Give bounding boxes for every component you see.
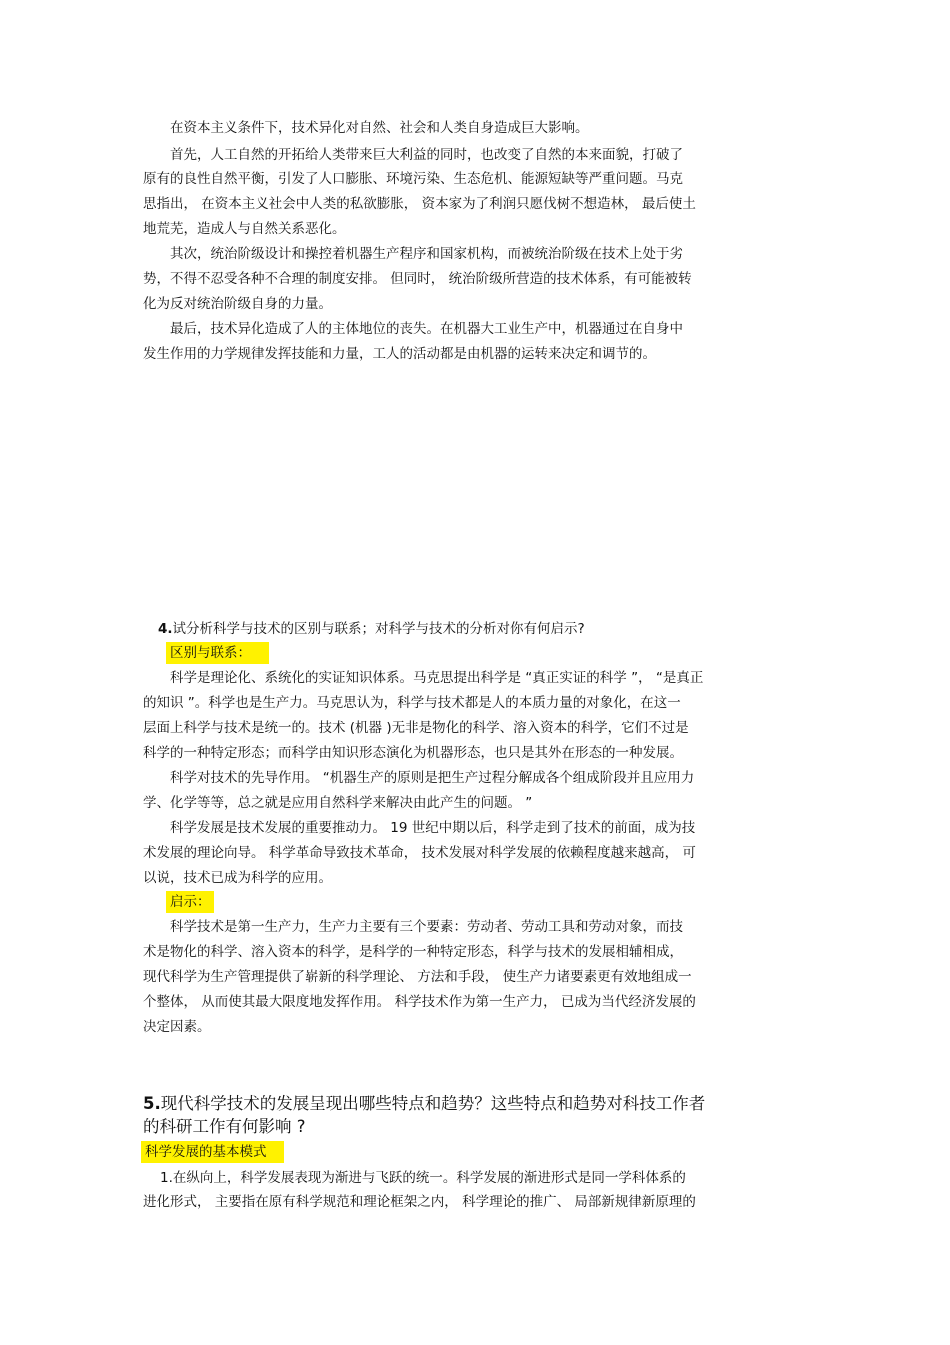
q4-para4-line-5: 决定因素。 <box>143 1019 211 1035</box>
q4-para2-line-2: 学、化学等等，总之就是应用自然科学来解决由此产生的问题。 ” <box>143 795 533 811</box>
q4-para4-line-1: 科学技术是第一生产力，生产力主要有三个要素：劳动者、劳动工具和劳动对象，而技 <box>170 919 683 935</box>
question-4-number: 4. <box>158 621 173 637</box>
q4-para4-line-4: 个整体， 从而使其最大限度地发挥作用。 科学技术作为第一生产力， 已成为当代经济发展的 <box>143 994 696 1010</box>
alienation-first-line-2: 原有的良性自然平衡，引发了人口膨胀、环境污染、生态危机、能源短缺等严重问题。马克 <box>143 171 683 187</box>
q4-para1-line-3: 层面上科学与技术是统一的。技术 (机器 )无非是物化的科学、溶入资本的科学，它们不过是 <box>143 720 689 736</box>
q5-para1-line-2: 进化形式， 主要指在原有科学规范和理论框架之内， 科学理论的推广、 局部新规律新原理的 <box>143 1194 696 1210</box>
label-insight: 启示： <box>166 891 214 913</box>
q5-para1-line-1: 1.在纵向上，科学发展表现为渐进与飞跃的统一。科学发展的渐进形式是同一学科体系的 <box>160 1170 686 1186</box>
alienation-second-line-3: 化为反对统治阶级自身的力量。 <box>143 296 332 312</box>
question-4-text: 试分析科学与技术的区别与联系；对科学与技术的分析对你有何启示? <box>172 621 585 637</box>
question-4-heading <box>158 620 585 638</box>
q4-para4-line-2: 术是物化的科学、溶入资本的科学，是科学的一种特定形态，科学与技术的发展相辅相成， <box>143 944 683 960</box>
alienation-third-line-2: 发生作用的力学规律发挥技能和力量，工人的活动都是由机器的运转来决定和调节的。 <box>143 346 656 362</box>
question-5-number: 5. <box>143 1094 161 1113</box>
question-5-heading-line-1 <box>143 1093 705 1115</box>
q4-para1-line-1: 科学是理论化、系统化的实证知识体系。马克思提出科学是 “真正实证的科学 ”， “是真正 <box>170 670 704 686</box>
label-basic-mode: 科学发展的基本模式 <box>141 1141 284 1163</box>
alienation-third-line-1: 最后，技术异化造成了人的主体地位的丧失。在机器大工业生产中，机器通过在自身中 <box>170 321 683 337</box>
alienation-first-line-3: 思指出， 在资本主义社会中人类的私欲膨胀， 资本家为了利润只愿伐树不想造林， 最后使土 <box>143 196 696 212</box>
question-5-text-1: 现代科学技术的发展呈现出哪些特点和趋势？这些特点和趋势对科技工作者 <box>160 1094 706 1113</box>
alienation-first-line-1: 首先，人工自然的开拓给人类带来巨大利益的同时，也改变了自然的本来面貌，打破了 <box>170 147 683 163</box>
q4-para3-line-2: 术发展的理论向导。 科学革命导致技术革命， 技术发展对科学发展的依赖程度越来越高， 可 <box>143 845 696 861</box>
alienation-first-line-4: 地荒芜，造成人与自然关系恶化。 <box>143 221 346 237</box>
question-5-heading-line-2: 的科研工作有何影响 ? <box>143 1117 306 1136</box>
q4-para3-line-1: 科学发展是技术发展的重要推动力。 19 世纪中期以后，科学走到了技术的前面，成为技 <box>170 820 696 836</box>
alienation-intro: 在资本主义条件下，技术异化对自然、社会和人类自身造成巨大影响。 <box>170 120 589 136</box>
q4-para4-line-3: 现代科学为生产管理提供了崭新的科学理论、 方法和手段， 使生产力诸要素更有效地组成一 <box>143 969 692 985</box>
label-difference-and-connection: 区别与联系： <box>166 642 269 664</box>
alienation-second-line-1: 其次，统治阶级设计和操控着机器生产程序和国家机构，而被统治阶级在技术上处于劣 <box>170 246 683 262</box>
q4-para1-line-4: 科学的一种特定形态；而科学由知识形态演化为机器形态，也只是其外在形态的一种发展。 <box>143 745 683 761</box>
q4-para3-line-3: 以说，技术已成为科学的应用。 <box>143 870 332 886</box>
q4-para2-line-1: 科学对技术的先导作用。 “机器生产的原则是把生产过程分解成各个组成阶段并且应用力 <box>170 770 695 786</box>
q4-para1-line-2: 的知识 ”。科学也是生产力。马克思认为，科学与技术都是人的本质力量的对象化，在这一 <box>143 695 681 711</box>
alienation-second-line-2: 势，不得不忍受各种不合理的制度安排。 但同时， 统治阶级所营造的技术体系，有可能被转 <box>143 271 692 287</box>
